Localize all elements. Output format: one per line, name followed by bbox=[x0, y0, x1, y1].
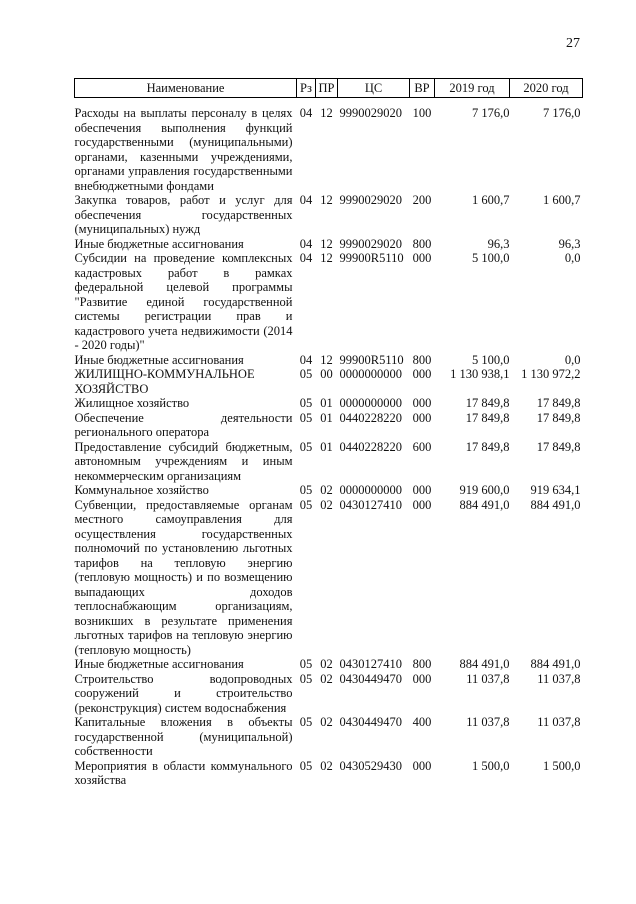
row-cs: 0440228220 bbox=[339, 439, 402, 454]
row-vr: 100 bbox=[412, 106, 432, 120]
row-name: Предоставление субсидий бюджетным, автономным учреждениям и иным некоммерческим организациям bbox=[74, 439, 293, 483]
row-vr: 000 bbox=[412, 483, 432, 497]
row-rz: 05 bbox=[299, 483, 313, 497]
row-pr: 02 bbox=[320, 497, 333, 512]
row-cs: 0430449470 bbox=[339, 671, 402, 686]
row-pr: 12 bbox=[320, 193, 333, 207]
row-pr: 12 bbox=[320, 106, 333, 120]
row-name: Закупка товаров, работ и услуг для обеспечения государственных (муниципальных) нужд bbox=[74, 193, 293, 236]
row-value-2020: 1 130 972,2 bbox=[521, 367, 581, 381]
row-vr: 200 bbox=[412, 193, 432, 207]
header-name: Наименование bbox=[75, 79, 297, 98]
table-row bbox=[75, 396, 583, 411]
table-body bbox=[75, 98, 583, 788]
row-value-2020: 0,0 bbox=[564, 251, 581, 265]
table-row bbox=[75, 98, 583, 194]
row-value-2020: 884 491,0 bbox=[530, 497, 581, 512]
table-row bbox=[75, 367, 583, 396]
table-row bbox=[75, 411, 583, 440]
row-rz: 04 bbox=[299, 236, 313, 251]
row-name: Иные бюджетные ассигнования bbox=[74, 352, 244, 367]
table-row bbox=[75, 483, 583, 498]
row-name: Коммунальное хозяйство bbox=[74, 483, 209, 497]
row-name: Обеспечение деятельности регионального оператора bbox=[74, 410, 293, 439]
row-vr: 000 bbox=[412, 251, 432, 265]
budget-table bbox=[74, 78, 583, 788]
row-value-2019: 5 100,0 bbox=[472, 352, 510, 367]
row-pr: 01 bbox=[320, 396, 333, 410]
row-rz: 05 bbox=[299, 497, 313, 512]
row-rz: 05 bbox=[299, 396, 313, 410]
row-value-2019: 17 849,8 bbox=[465, 410, 510, 425]
table-row bbox=[75, 715, 583, 759]
row-value-2020: 11 037,8 bbox=[537, 715, 581, 729]
row-vr: 000 bbox=[412, 410, 432, 425]
row-pr: 12 bbox=[320, 352, 333, 367]
row-value-2019: 919 600,0 bbox=[459, 483, 510, 497]
row-rz: 04 bbox=[299, 352, 313, 367]
row-value-2020: 0,0 bbox=[564, 352, 581, 367]
row-name: Субсидии на проведение комплексных кадастровых работ в рамках федеральной целевой программы "Развитие единой государственной системы регистрации прав и кадастрового учета недвижимости (2014 - 2020 годы)" bbox=[74, 251, 293, 352]
row-vr: 000 bbox=[412, 671, 432, 686]
table-row bbox=[75, 759, 583, 788]
table-row bbox=[75, 193, 583, 237]
row-value-2019: 11 037,8 bbox=[466, 715, 510, 729]
row-vr: 000 bbox=[412, 367, 432, 381]
row-value-2019: 1 600,7 bbox=[472, 193, 510, 207]
table-row bbox=[75, 498, 583, 658]
row-vr: 800 bbox=[412, 657, 432, 671]
row-value-2020: 1 600,7 bbox=[543, 193, 581, 207]
header-pr: ПР bbox=[316, 79, 338, 98]
row-value-2019: 1 130 938,1 bbox=[450, 367, 510, 381]
row-cs: 0000000000 bbox=[339, 483, 402, 497]
row-value-2020: 11 037,8 bbox=[537, 671, 581, 686]
header-2020: 2020 год bbox=[510, 79, 583, 98]
row-name: Строительство водопроводных сооружений и строительство (реконструкция) систем водоснабжения bbox=[74, 671, 293, 715]
row-value-2020: 1 500,0 bbox=[543, 758, 581, 773]
row-pr: 01 bbox=[320, 439, 333, 454]
row-value-2019: 7 176,0 bbox=[472, 106, 510, 120]
row-rz: 05 bbox=[299, 367, 313, 381]
row-vr: 000 bbox=[412, 758, 432, 773]
row-value-2019: 1 500,0 bbox=[472, 758, 510, 773]
table-row bbox=[75, 657, 583, 672]
row-value-2019: 17 849,8 bbox=[465, 439, 510, 454]
row-name: Капитальные вложения в объекты государственной (муниципальной) собственности bbox=[74, 715, 293, 758]
row-pr: 02 bbox=[320, 715, 333, 729]
row-vr: 800 bbox=[412, 236, 432, 251]
header-2019: 2019 год bbox=[435, 79, 510, 98]
row-cs: 99900R5110 bbox=[339, 251, 404, 265]
row-pr: 12 bbox=[320, 236, 333, 251]
row-value-2019: 11 037,8 bbox=[466, 671, 510, 686]
row-vr: 000 bbox=[412, 396, 432, 410]
row-cs: 0430449470 bbox=[339, 715, 402, 729]
row-value-2020: 17 849,8 bbox=[536, 396, 581, 410]
header-cs: ЦС bbox=[338, 79, 410, 98]
row-pr: 02 bbox=[320, 758, 333, 773]
row-value-2019: 884 491,0 bbox=[459, 497, 510, 512]
row-cs: 0000000000 bbox=[339, 396, 402, 410]
row-cs: 9990029020 bbox=[339, 193, 402, 207]
row-cs: 0430127410 bbox=[339, 497, 402, 512]
row-cs: 0430127410 bbox=[339, 657, 402, 671]
row-pr: 01 bbox=[320, 410, 333, 425]
row-cs: 9990029020 bbox=[339, 236, 402, 251]
row-pr: 02 bbox=[320, 483, 333, 497]
row-rz: 05 bbox=[299, 439, 313, 454]
row-vr: 600 bbox=[412, 439, 432, 454]
row-cs: 99900R5110 bbox=[339, 352, 404, 367]
row-cs: 0440228220 bbox=[339, 410, 402, 425]
row-name: ЖИЛИЩНО-КОММУНАЛЬНОЕ ХОЗЯЙСТВО bbox=[74, 367, 255, 396]
header-vr: ВР bbox=[410, 79, 435, 98]
row-pr: 02 bbox=[320, 671, 333, 686]
row-value-2020: 7 176,0 bbox=[543, 106, 581, 120]
row-name: Расходы на выплаты персоналу в целях обеспечения выполнения функций государственными (муниципальными) органами, казенными учреждениями, органами управления государственными внебюджетными фондами bbox=[74, 106, 293, 193]
row-value-2020: 17 849,8 bbox=[536, 410, 581, 425]
row-value-2020: 919 634,1 bbox=[530, 483, 581, 497]
row-vr: 800 bbox=[412, 352, 432, 367]
row-value-2019: 17 849,8 bbox=[465, 396, 510, 410]
row-vr: 400 bbox=[412, 715, 432, 729]
row-value-2020: 17 849,8 bbox=[536, 439, 581, 454]
row-cs: 9990029020 bbox=[339, 106, 402, 120]
row-pr: 02 bbox=[320, 657, 333, 671]
table-row bbox=[75, 237, 583, 252]
row-rz: 04 bbox=[299, 251, 313, 265]
page-number: 27 bbox=[566, 36, 580, 51]
row-rz: 04 bbox=[299, 106, 313, 120]
row-pr: 00 bbox=[320, 367, 333, 381]
row-value-2019: 96,3 bbox=[487, 236, 510, 251]
row-rz: 05 bbox=[299, 671, 313, 686]
row-rz: 05 bbox=[299, 410, 313, 425]
row-rz: 05 bbox=[299, 657, 313, 671]
row-rz: 04 bbox=[299, 193, 313, 207]
row-cs: 0000000000 bbox=[339, 367, 402, 381]
row-cs: 0430529430 bbox=[339, 758, 402, 773]
row-vr: 000 bbox=[412, 497, 432, 512]
table-row bbox=[75, 353, 583, 368]
row-rz: 05 bbox=[299, 715, 313, 729]
row-name: Иные бюджетные ассигнования bbox=[74, 236, 244, 251]
row-rz: 05 bbox=[299, 758, 313, 773]
row-value-2020: 884 491,0 bbox=[530, 657, 581, 671]
row-value-2020: 96,3 bbox=[558, 236, 581, 251]
row-value-2019: 884 491,0 bbox=[459, 657, 510, 671]
row-value-2019: 5 100,0 bbox=[472, 251, 510, 265]
row-name: Жилищное хозяйство bbox=[74, 396, 190, 410]
table-row bbox=[75, 251, 583, 353]
row-pr: 12 bbox=[320, 251, 333, 265]
table-row bbox=[75, 440, 583, 484]
table-row bbox=[75, 672, 583, 716]
row-name: Субвенции, предоставляемые органам местного самоуправления для осуществления государственных полномочий по установлению льготных тарифов на тепловую энергию (тепловую мощность) и по возмещению выпадающих доходов теплоснабжающим организациям, возникших в результате применения льготных тарифов на тепловую энергию (тепловую мощность) bbox=[74, 497, 293, 657]
row-name: Мероприятия в области коммунального хозяйства bbox=[74, 758, 293, 787]
row-name: Иные бюджетные ассигнования bbox=[74, 657, 244, 671]
table-header bbox=[75, 79, 583, 98]
header-rz: Рз bbox=[297, 79, 316, 98]
